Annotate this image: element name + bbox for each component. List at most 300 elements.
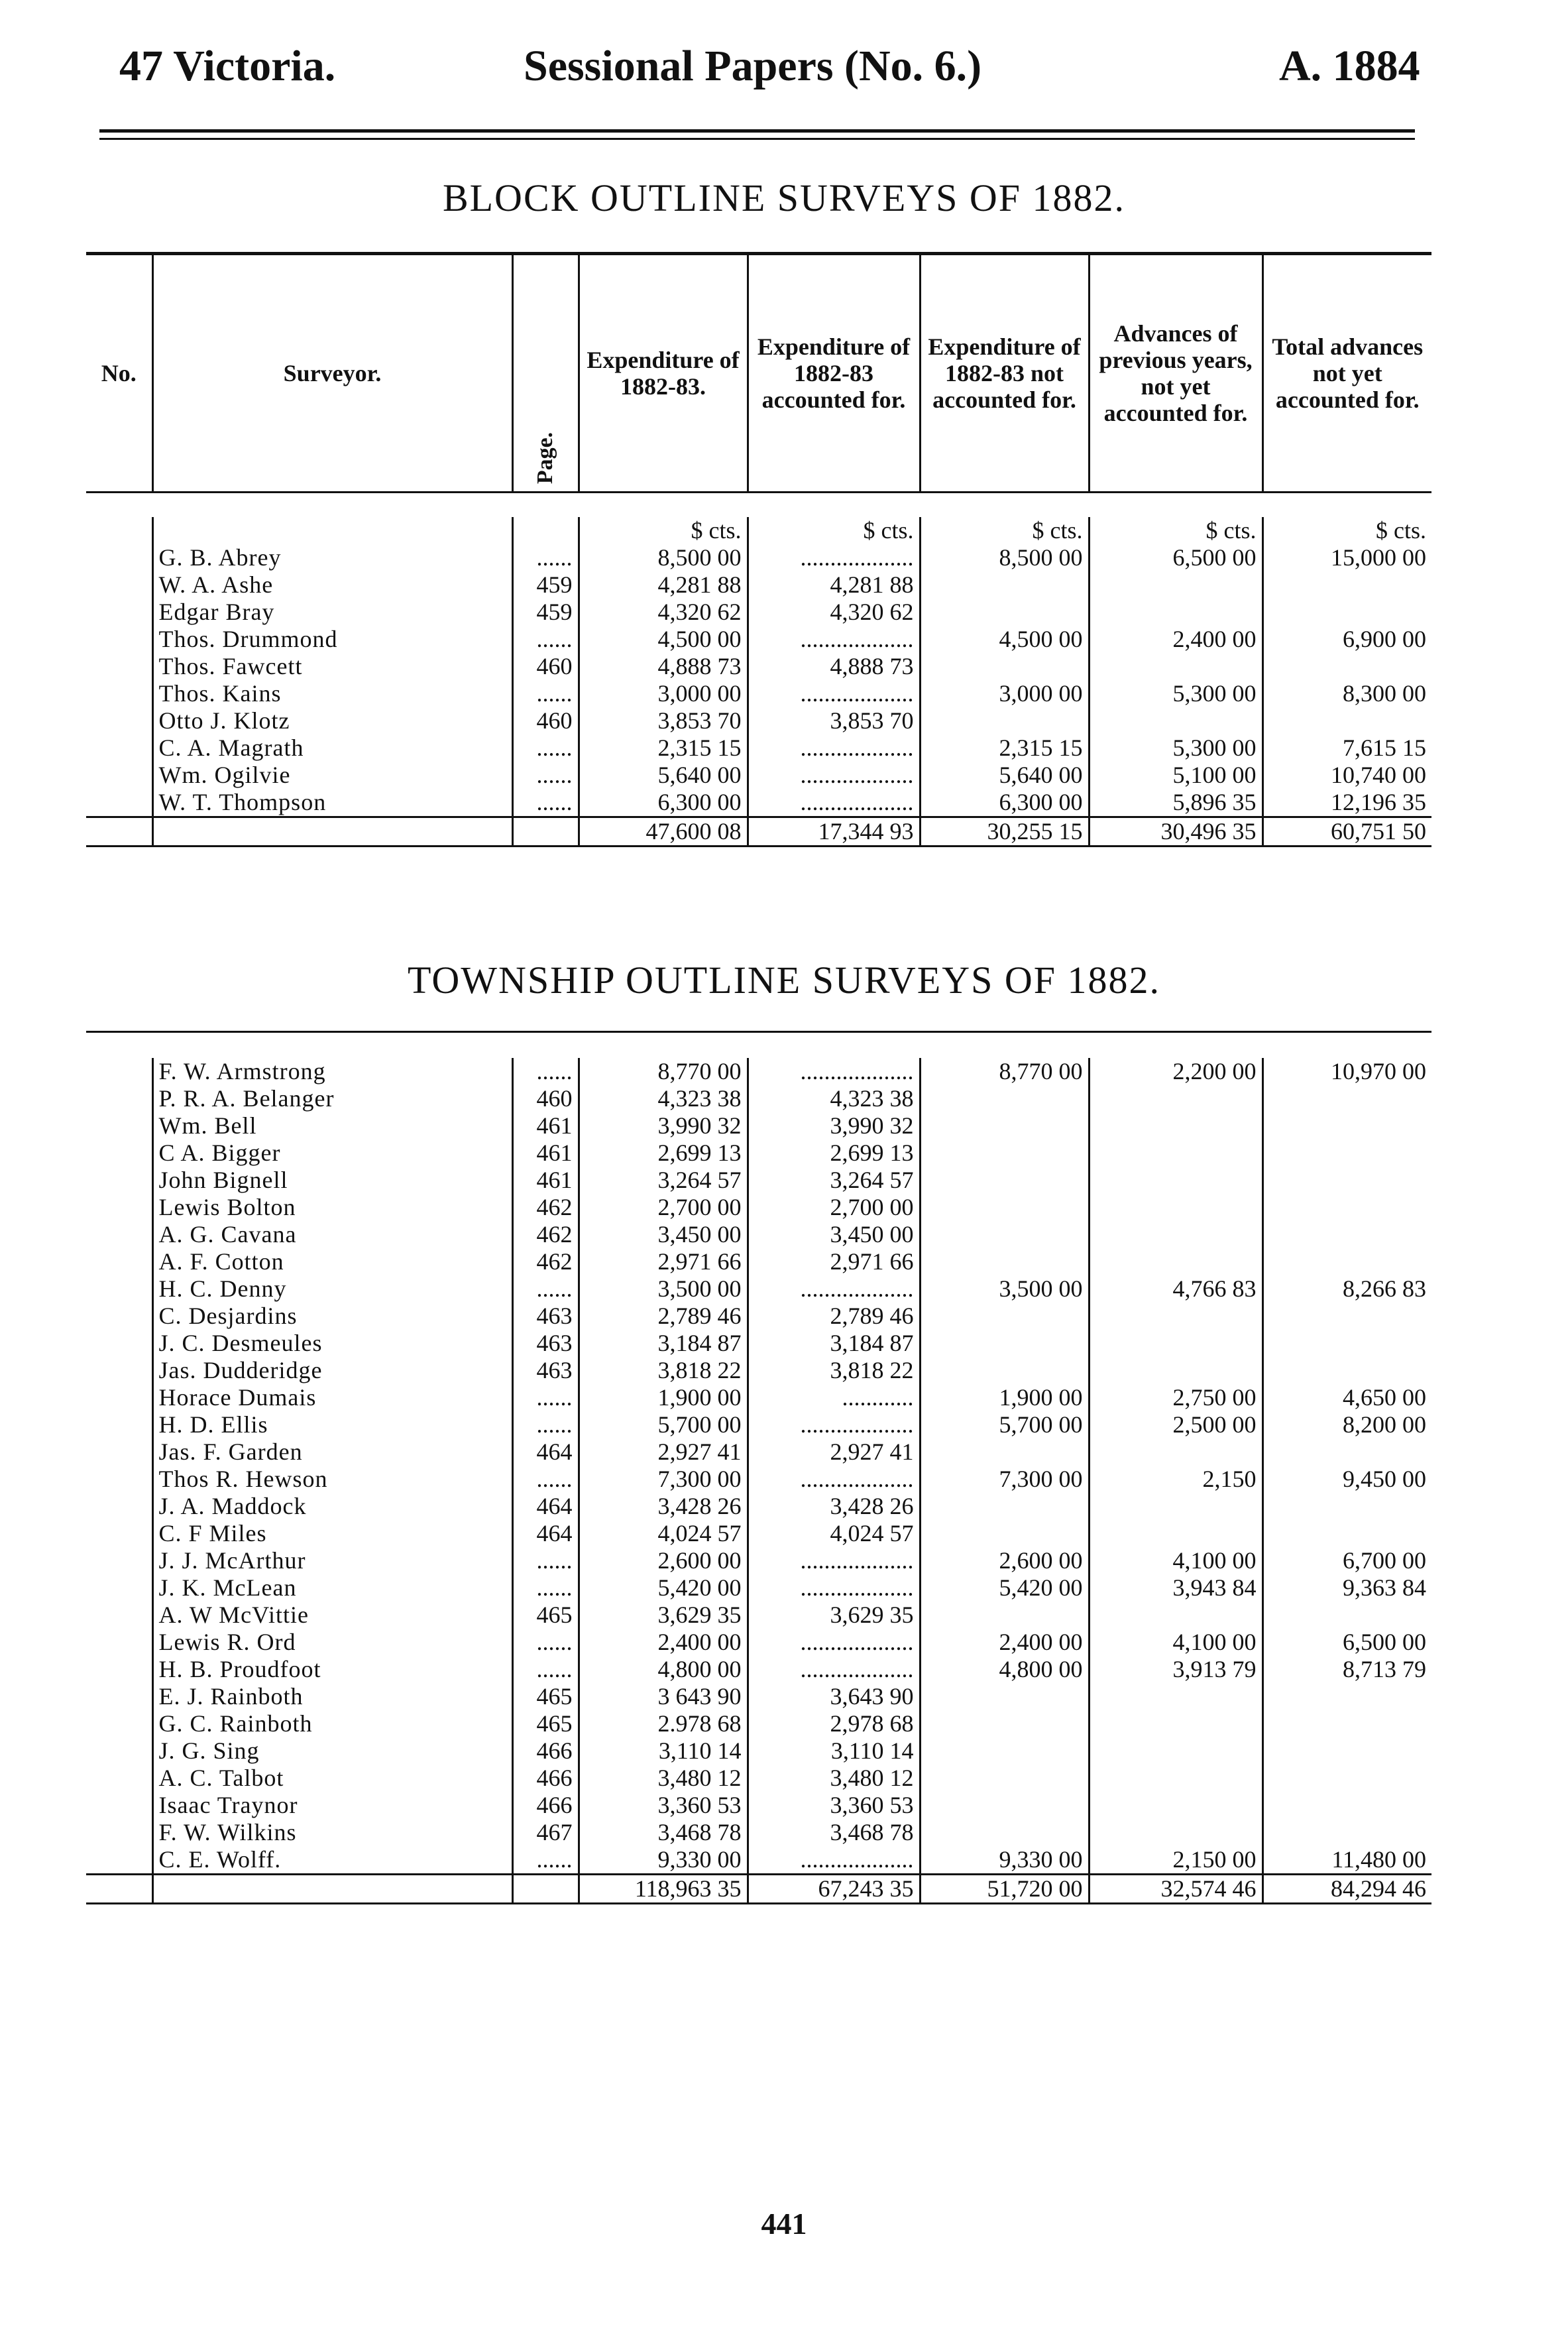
cell-total: 8,300 00 [1262, 680, 1431, 707]
cell-page: 465 [512, 1710, 579, 1737]
township-totals-row [86, 1875, 1431, 1904]
cell-notacc: 3,500 00 [920, 1275, 1089, 1303]
row-number-cell [86, 544, 152, 571]
table-row [86, 1493, 1431, 1520]
row-number-cell [86, 1438, 152, 1466]
cell-adv: 3,943 84 [1089, 1574, 1262, 1602]
cell-total: 11,480 00 [1262, 1846, 1431, 1875]
header-rule-thin [99, 138, 1415, 140]
cell-total [1262, 1493, 1431, 1520]
table-row [86, 1384, 1431, 1411]
cell-exp: 3,818 22 [579, 1357, 748, 1384]
row-number-cell [86, 1275, 152, 1303]
cell-page: 463 [512, 1330, 579, 1357]
table-row [86, 1058, 1431, 1085]
cell-adv [1089, 599, 1262, 626]
row-number-cell [86, 1085, 152, 1112]
cell-total: 6,700 00 [1262, 1547, 1431, 1574]
cell-acc: ................... [748, 734, 920, 762]
table-row [86, 1574, 1431, 1602]
cell-acc: 4,888 73 [748, 653, 920, 680]
cell-acc: 3,643 90 [748, 1683, 920, 1710]
header-right: A. 1884 [1279, 42, 1420, 90]
township-total-notacc: 51,720 00 [920, 1875, 1089, 1904]
cell-exp: 3,450 00 [579, 1221, 748, 1248]
cell-total: 10,970 00 [1262, 1058, 1431, 1085]
cell-total [1262, 599, 1431, 626]
row-number-cell [86, 1221, 152, 1248]
cell-notacc: 5,640 00 [920, 762, 1089, 789]
table-row [86, 1737, 1431, 1765]
cell-adv [1089, 1194, 1262, 1221]
cell-total: 12,196 35 [1262, 789, 1431, 817]
table-row [86, 1330, 1431, 1357]
cell-page: ...... [512, 734, 579, 762]
cell-adv: 2,500 00 [1089, 1411, 1262, 1438]
surveyor-name: A. W McVittie [152, 1602, 512, 1629]
cell-page: 461 [512, 1112, 579, 1139]
row-number-cell [86, 1384, 152, 1411]
table-row [86, 599, 1431, 626]
row-number-cell [86, 1710, 152, 1737]
cell-notacc [920, 1438, 1089, 1466]
cell-acc: 3,360 53 [748, 1792, 920, 1819]
cell-total [1262, 1438, 1431, 1466]
cell-page: ...... [512, 1411, 579, 1438]
surveyor-name: John Bignell [152, 1167, 512, 1194]
surveyor-name: A. F. Cotton [152, 1248, 512, 1275]
cell-total [1262, 1792, 1431, 1819]
row-number-cell [86, 1194, 152, 1221]
cell-exp: 1,900 00 [579, 1384, 748, 1411]
col-adv: Advances of previous years, not yet accounted for. [1089, 254, 1262, 493]
surveyor-name: J. J. McArthur [152, 1547, 512, 1574]
cell-notacc [920, 1139, 1089, 1167]
cell-acc: 3,110 14 [748, 1737, 920, 1765]
cell-total: 4,650 00 [1262, 1384, 1431, 1411]
table-row [86, 680, 1431, 707]
cell-acc: 2,700 00 [748, 1194, 920, 1221]
surveyor-name: C. Desjardins [152, 1303, 512, 1330]
row-number-cell [86, 1330, 152, 1357]
col-notacc: Expenditure of 1882-83 not accounted for. [920, 254, 1089, 493]
cell-acc: 3,428 26 [748, 1493, 920, 1520]
cell-total [1262, 1248, 1431, 1275]
unit-adv: $ cts. [1089, 517, 1262, 544]
row-number-cell [86, 734, 152, 762]
cell-page: 461 [512, 1139, 579, 1167]
cell-adv: 4,766 83 [1089, 1275, 1262, 1303]
cell-notacc [920, 599, 1089, 626]
table-row [86, 544, 1431, 571]
cell-notacc [920, 1303, 1089, 1330]
block-total-total: 60,751 50 [1262, 817, 1431, 847]
row-number-cell [86, 707, 152, 734]
cell-notacc [920, 1683, 1089, 1710]
cell-acc: ................... [748, 1574, 920, 1602]
cell-total: 8,200 00 [1262, 1411, 1431, 1438]
cell-adv [1089, 1303, 1262, 1330]
cell-adv [1089, 1819, 1262, 1846]
block-total-adv: 30,496 35 [1089, 817, 1262, 847]
cell-notacc [920, 1112, 1089, 1139]
surveyor-name: Isaac Traynor [152, 1792, 512, 1819]
cell-adv [1089, 1221, 1262, 1248]
col-no: No. [101, 360, 137, 386]
cell-acc: ................... [748, 789, 920, 817]
table-row [86, 653, 1431, 680]
cell-acc: ................... [748, 1466, 920, 1493]
cell-adv [1089, 1438, 1262, 1466]
cell-page: 459 [512, 599, 579, 626]
cell-acc: 3,264 57 [748, 1167, 920, 1194]
cell-total [1262, 1330, 1431, 1357]
cell-adv [1089, 653, 1262, 680]
cell-total: 6,900 00 [1262, 626, 1431, 653]
surveyor-name: Lewis Bolton [152, 1194, 512, 1221]
cell-notacc: 8,770 00 [920, 1058, 1089, 1085]
cell-exp: 3,468 78 [579, 1819, 748, 1846]
cell-notacc [920, 1710, 1089, 1737]
row-number-cell [86, 626, 152, 653]
cell-page: ...... [512, 762, 579, 789]
cell-exp: 2,971 66 [579, 1248, 748, 1275]
cell-adv [1089, 1493, 1262, 1520]
township-title: TOWNSHIP OUTLINE SURVEYS OF 1882. [408, 959, 1160, 1002]
row-number-cell [86, 1493, 152, 1520]
cell-exp: 8,770 00 [579, 1058, 748, 1085]
cell-exp: 3 643 90 [579, 1683, 748, 1710]
cell-page: 462 [512, 1194, 579, 1221]
cell-exp: 3,360 53 [579, 1792, 748, 1819]
cell-acc: 3,990 32 [748, 1112, 920, 1139]
cell-exp: 3,000 00 [579, 680, 748, 707]
cell-acc: ................... [748, 544, 920, 571]
row-number-cell [86, 1656, 152, 1683]
cell-notacc: 3,000 00 [920, 680, 1089, 707]
cell-notacc: 9,330 00 [920, 1846, 1089, 1875]
cell-acc: ................... [748, 762, 920, 789]
cell-page: ...... [512, 1275, 579, 1303]
surveyor-name: H. D. Ellis [152, 1411, 512, 1438]
cell-acc: 2,927 41 [748, 1438, 920, 1466]
table-row [86, 1167, 1431, 1194]
surveyor-name: Thos R. Hewson [152, 1466, 512, 1493]
table-row [86, 1085, 1431, 1112]
cell-exp: 3,629 35 [579, 1602, 748, 1629]
cell-adv: 2,400 00 [1089, 626, 1262, 653]
row-number-cell [86, 1167, 152, 1194]
row-number-cell [86, 1411, 152, 1438]
cell-total [1262, 1357, 1431, 1384]
cell-exp: 5,640 00 [579, 762, 748, 789]
cell-adv [1089, 1248, 1262, 1275]
row-number-cell [86, 1765, 152, 1792]
cell-acc: 3,629 35 [748, 1602, 920, 1629]
cell-notacc: 1,900 00 [920, 1384, 1089, 1411]
cell-exp: 4,888 73 [579, 653, 748, 680]
table-row [86, 707, 1431, 734]
cell-page: 464 [512, 1438, 579, 1466]
cell-page: 462 [512, 1248, 579, 1275]
surveyor-name: H. C. Denny [152, 1275, 512, 1303]
cell-page: ...... [512, 626, 579, 653]
cell-adv: 6,500 00 [1089, 544, 1262, 571]
cell-notacc [920, 1194, 1089, 1221]
cell-acc: 4,281 88 [748, 571, 920, 599]
cell-adv [1089, 1167, 1262, 1194]
cell-total [1262, 1194, 1431, 1221]
cell-acc: 3,853 70 [748, 707, 920, 734]
cell-adv [1089, 571, 1262, 599]
col-acc: Expenditure of 1882-83 accounted for. [748, 254, 920, 493]
table-row [86, 762, 1431, 789]
surveyor-name: Thos. Fawcett [152, 653, 512, 680]
cell-page: 466 [512, 1737, 579, 1765]
row-number-cell [86, 1737, 152, 1765]
cell-total: 9,450 00 [1262, 1466, 1431, 1493]
cell-adv [1089, 1737, 1262, 1765]
table-row [86, 1466, 1431, 1493]
col-page: Page. [532, 432, 557, 485]
township-table [86, 1031, 1431, 1906]
table-row [86, 1819, 1431, 1846]
cell-adv: 5,300 00 [1089, 680, 1262, 707]
cell-acc: ................... [748, 1275, 920, 1303]
table-row [86, 1765, 1431, 1792]
cell-page: ...... [512, 1384, 579, 1411]
cell-exp: 8,500 00 [579, 544, 748, 571]
surveyor-name: Thos. Drummond [152, 626, 512, 653]
cell-notacc [920, 1792, 1089, 1819]
cell-exp: 2.978 68 [579, 1710, 748, 1737]
cell-adv [1089, 1683, 1262, 1710]
cell-page: ...... [512, 1846, 579, 1875]
cell-total: 15,000 00 [1262, 544, 1431, 571]
table-row [86, 1112, 1431, 1139]
cell-total [1262, 1683, 1431, 1710]
table-row [86, 1303, 1431, 1330]
cell-exp: 3,110 14 [579, 1737, 748, 1765]
col-surveyor: Surveyor. [152, 254, 512, 493]
row-number-cell [86, 1846, 152, 1875]
cell-page: 460 [512, 707, 579, 734]
cell-page: 462 [512, 1221, 579, 1248]
cell-acc: 2,978 68 [748, 1710, 920, 1737]
cell-page: ...... [512, 1058, 579, 1085]
township-total-total: 84,294 46 [1262, 1875, 1431, 1904]
surveyor-name: P. R. A. Belanger [152, 1085, 512, 1112]
row-number-cell [86, 762, 152, 789]
cell-notacc [920, 1737, 1089, 1765]
cell-exp: 2,700 00 [579, 1194, 748, 1221]
cell-total [1262, 1520, 1431, 1547]
cell-exp: 2,789 46 [579, 1303, 748, 1330]
cell-adv [1089, 1357, 1262, 1384]
cell-page: 465 [512, 1683, 579, 1710]
row-number-cell [86, 1574, 152, 1602]
cell-adv: 2,150 00 [1089, 1846, 1262, 1875]
cell-total [1262, 707, 1431, 734]
cell-total: 8,713 79 [1262, 1656, 1431, 1683]
surveyor-name: J. C. Desmeules [152, 1330, 512, 1357]
surveyor-name: E. J. Rainboth [152, 1683, 512, 1710]
cell-page: 463 [512, 1303, 579, 1330]
cell-acc: 4,024 57 [748, 1520, 920, 1547]
cell-acc: ................... [748, 1846, 920, 1875]
cell-adv [1089, 1112, 1262, 1139]
cell-notacc: 4,500 00 [920, 626, 1089, 653]
cell-acc: ................... [748, 1058, 920, 1085]
page-number: 441 [761, 2207, 807, 2241]
cell-exp: 4,281 88 [579, 571, 748, 599]
cell-exp: 4,323 38 [579, 1085, 748, 1112]
table-row [86, 1194, 1431, 1221]
row-number-cell [86, 1466, 152, 1493]
cell-exp: 3,853 70 [579, 707, 748, 734]
cell-acc: 4,320 62 [748, 599, 920, 626]
cell-acc: ............ [748, 1384, 920, 1411]
surveyor-name: F. W. Wilkins [152, 1819, 512, 1846]
surveyor-name: C. A. Magrath [152, 734, 512, 762]
table-row [86, 1248, 1431, 1275]
cell-exp: 4,800 00 [579, 1656, 748, 1683]
table-row [86, 1846, 1431, 1875]
cell-acc: 3,818 22 [748, 1357, 920, 1384]
row-number-cell [86, 1139, 152, 1167]
table-row [86, 1683, 1431, 1710]
cell-adv: 4,100 00 [1089, 1547, 1262, 1574]
cell-acc: ................... [748, 680, 920, 707]
cell-adv [1089, 1792, 1262, 1819]
cell-exp: 3,184 87 [579, 1330, 748, 1357]
cell-total: 8,266 83 [1262, 1275, 1431, 1303]
header-rule [99, 129, 1415, 133]
cell-total [1262, 1139, 1431, 1167]
surveyor-name: A. C. Talbot [152, 1765, 512, 1792]
cell-acc: 3,468 78 [748, 1819, 920, 1846]
unit-acc: $ cts. [748, 517, 920, 544]
table-row [86, 1520, 1431, 1547]
table-row [86, 1602, 1431, 1629]
cell-page: 464 [512, 1493, 579, 1520]
block-totals-row [86, 817, 1431, 847]
cell-acc: ................... [748, 626, 920, 653]
cell-page: ...... [512, 1466, 579, 1493]
cell-exp: 2,400 00 [579, 1629, 748, 1656]
cell-total [1262, 1221, 1431, 1248]
surveyor-name: Wm. Ogilvie [152, 762, 512, 789]
row-number-cell [86, 789, 152, 817]
cell-page: ...... [512, 789, 579, 817]
table-row [86, 1547, 1431, 1574]
cell-notacc: 2,400 00 [920, 1629, 1089, 1656]
cell-exp: 2,315 15 [579, 734, 748, 762]
surveyor-name: J. K. McLean [152, 1574, 512, 1602]
header-left: 47 Victoria. [119, 42, 336, 90]
cell-adv [1089, 1139, 1262, 1167]
cell-adv [1089, 1520, 1262, 1547]
cell-total [1262, 1602, 1431, 1629]
row-number-cell [86, 1683, 152, 1710]
surveyor-name: F. W. Armstrong [152, 1058, 512, 1085]
cell-adv [1089, 1330, 1262, 1357]
cell-notacc: 7,300 00 [920, 1466, 1089, 1493]
table-row [86, 1221, 1431, 1248]
cell-adv: 5,300 00 [1089, 734, 1262, 762]
cell-total [1262, 1167, 1431, 1194]
cell-acc: 2,789 46 [748, 1303, 920, 1330]
cell-exp: 3,480 12 [579, 1765, 748, 1792]
table-row [86, 1656, 1431, 1683]
cell-total [1262, 1765, 1431, 1792]
block-title: BLOCK OUTLINE SURVEYS OF 1882. [442, 176, 1126, 219]
row-number-cell [86, 1602, 152, 1629]
cell-notacc [920, 1357, 1089, 1384]
block-table [86, 252, 1431, 848]
row-number-cell [86, 571, 152, 599]
cell-adv: 5,896 35 [1089, 789, 1262, 817]
cell-exp: 7,300 00 [579, 1466, 748, 1493]
unit-notacc: $ cts. [920, 517, 1089, 544]
block-total-notacc: 30,255 15 [920, 817, 1089, 847]
cell-total [1262, 653, 1431, 680]
cell-page: 461 [512, 1167, 579, 1194]
cell-exp: 4,320 62 [579, 599, 748, 626]
table-row [86, 1139, 1431, 1167]
cell-page: 467 [512, 1819, 579, 1846]
table-row [86, 1438, 1431, 1466]
cell-total: 9,363 84 [1262, 1574, 1431, 1602]
cell-notacc: 8,500 00 [920, 544, 1089, 571]
block-total-acc: 17,344 93 [748, 817, 920, 847]
surveyor-name: G. C. Rainboth [152, 1710, 512, 1737]
cell-page: 460 [512, 1085, 579, 1112]
surveyor-name: Thos. Kains [152, 680, 512, 707]
cell-page: 460 [512, 653, 579, 680]
surveyor-name: C. F Miles [152, 1520, 512, 1547]
table-row [86, 1411, 1431, 1438]
cell-exp: 4,024 57 [579, 1520, 748, 1547]
cell-notacc [920, 1765, 1089, 1792]
cell-notacc [920, 1520, 1089, 1547]
surveyor-name: J. G. Sing [152, 1737, 512, 1765]
cell-notacc: 6,300 00 [920, 789, 1089, 817]
cell-page: ...... [512, 1656, 579, 1683]
row-number-cell [86, 1520, 152, 1547]
cell-adv: 5,100 00 [1089, 762, 1262, 789]
unit-total: $ cts. [1262, 517, 1431, 544]
township-total-exp: 118,963 35 [579, 1875, 748, 1904]
cell-acc: 3,184 87 [748, 1330, 920, 1357]
cell-notacc: 5,700 00 [920, 1411, 1089, 1438]
surveyor-name: J. A. Maddock [152, 1493, 512, 1520]
surveyor-name: Wm. Bell [152, 1112, 512, 1139]
row-number-cell [86, 680, 152, 707]
cell-exp: 3,428 26 [579, 1493, 748, 1520]
cell-total [1262, 1085, 1431, 1112]
cell-total [1262, 1303, 1431, 1330]
cell-notacc [920, 571, 1089, 599]
cell-total [1262, 571, 1431, 599]
cell-total [1262, 1112, 1431, 1139]
cell-page: 465 [512, 1602, 579, 1629]
cell-exp: 3,264 57 [579, 1167, 748, 1194]
cell-total: 6,500 00 [1262, 1629, 1431, 1656]
cell-total: 10,740 00 [1262, 762, 1431, 789]
cell-exp: 3,990 32 [579, 1112, 748, 1139]
row-number-cell [86, 1547, 152, 1574]
